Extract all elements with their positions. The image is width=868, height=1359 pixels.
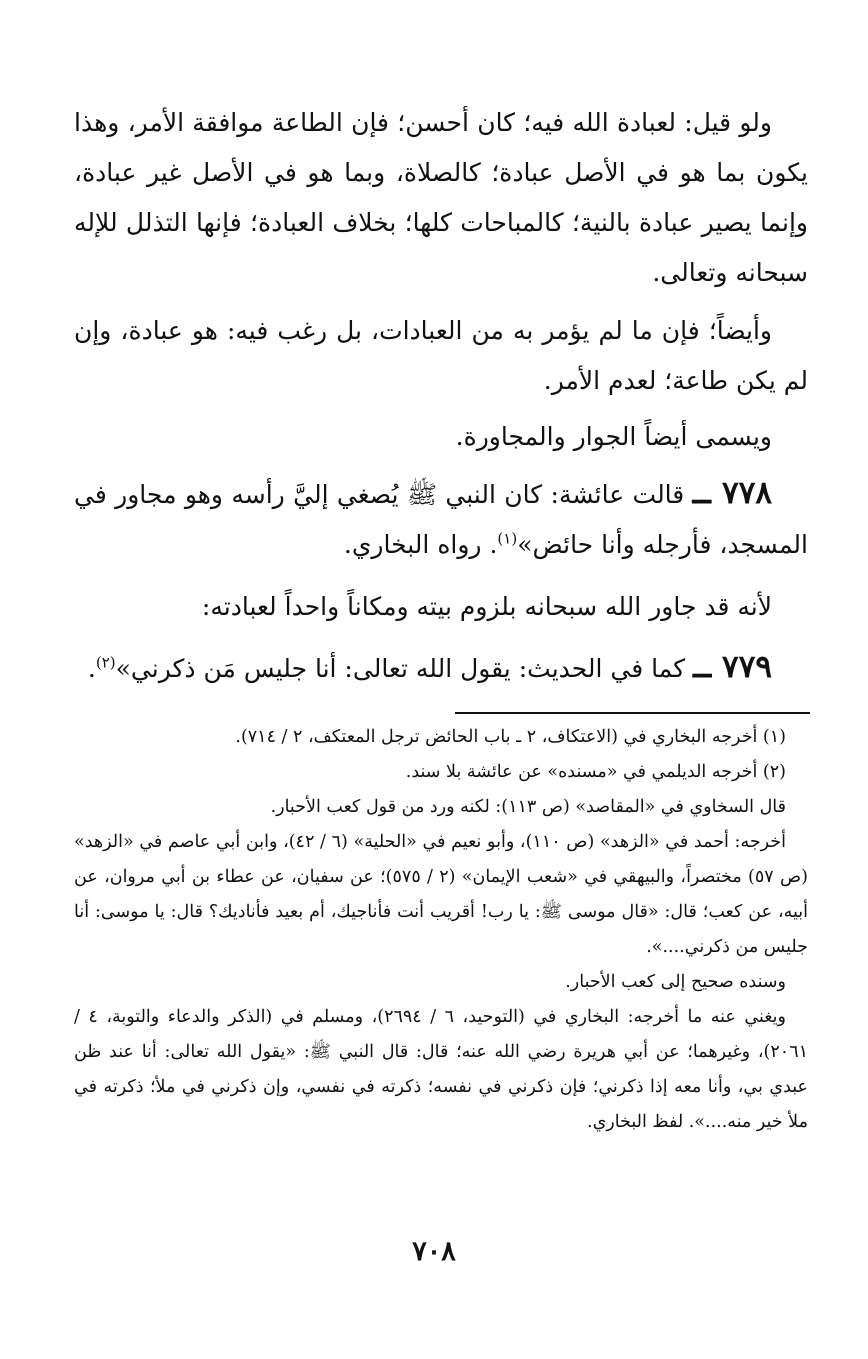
hadith-778-tail: . رواه البخاري. xyxy=(343,530,498,559)
footnote-ref-2[interactable]: (٢) xyxy=(95,653,116,672)
paragraph-1: ولو قيل: لعبادة الله فيه؛ كان أحسن؛ فإن الطاعة موافقة الأمر، وهذا يكون بما هو في الأصل عبادة؛ كالصلاة، وبما هو في الأصل غير عبادة، وإنما يصير عبادة بالنية؛ كالمباحات كلها؛ بخلاف العبادة؛ فإنها التذلل للإله سبحانه وتعالى. xyxy=(74,108,808,287)
footnote-2-sakhawi: قال السخاوي في «المقاصد» (ص ١١٣): لكنه ورد من قول كعب الأحبار. xyxy=(270,797,786,817)
footnote-ref-1[interactable]: (١) xyxy=(497,529,518,548)
footnote-1: (١) أخرجه البخاري في (الاعتكاف، ٢ ـ باب الحائض ترجل المعتكف، ٢ / ٧١٤). xyxy=(235,727,786,747)
hadith-778 xyxy=(74,468,808,570)
hadith-779 xyxy=(74,642,808,694)
footnote-2-grading: وسنده صحيح إلى كعب الأحبار. xyxy=(565,972,786,992)
footnotes-section xyxy=(74,720,808,1140)
hadith-778-number: ٧٧٨ ــ xyxy=(692,475,772,511)
footnote-2-alternative: ويغني عنه ما أخرجه: البخاري في (التوحيد، ٦ / ٢٦٩٤)، ومسلم في (الذكر والدعاء والتوبة، ٤ / ٢٠٦١)، وغيرهما؛ عن أبي هريرة رضي الله عنه؛ قال: قال النبي ﷺ: «يقول الله تعالى: أنا عند ظن عبدي بي، وأنا معه إذا ذكرني؛ فإن ذكرني في نفسه؛ ذكرته في نفسي، وإن ذكرني في ملأ؛ ذكرته في ملأ خير منه....». لفظ البخاري. xyxy=(74,1007,808,1132)
hadith-779-text: كما في الحديث: يقول الله تعالى: أنا جليس مَن ذكرني» xyxy=(115,654,686,683)
footnote-2-takhrij: أخرجه: أحمد في «الزهد» (ص ١١٠)، وأبو نعيم في «الحلية» (٦ / ٤٢)، وابن أبي عاصم في «الزهد» (ص ٥٧) مختصراً، والبيهقي في «شعب الإيمان» (٢ / ٥٧٥)؛ عن سفيان، عن عطاء بن أبي مروان، عن أبيه، عن كعب؛ قال: «قال موسى ﷺ: يا رب! أقريب أنت فأناجيك، أم بعيد فأناديك؟ قال: يا موسى: أنا جليس من ذكرني....». xyxy=(74,832,808,957)
hadith-779-tail: . xyxy=(87,654,96,683)
hadith-779-number: ٧٧٩ ــ xyxy=(693,649,772,685)
page-number: ٧٠٨ xyxy=(412,1236,456,1267)
paragraph-4: لأنه قد جاور الله سبحانه بلزوم بيته ومكاناً واحداً لعبادته: xyxy=(201,592,772,621)
footnote-divider xyxy=(455,712,810,714)
hadith-778-text: قالت عائشة: كان النبي ﷺ يُصغي إليَّ رأسه وهو مجاور في المسجد، فأرجله وأنا حائض» xyxy=(74,480,808,559)
paragraph-2: وأيضاً؛ فإن ما لم يؤمر به من العبادات، بل رغب فيه: هو عبادة، وإن لم يكن طاعة؛ لعدم الأمر. xyxy=(74,316,808,395)
footnote-2: (٢) أخرجه الديلمي في «مسنده» عن عائشة بلا سند. xyxy=(405,762,786,782)
paragraph-3: ويسمى أيضاً الجوار والمجاورة. xyxy=(455,422,772,451)
main-text xyxy=(74,98,808,694)
